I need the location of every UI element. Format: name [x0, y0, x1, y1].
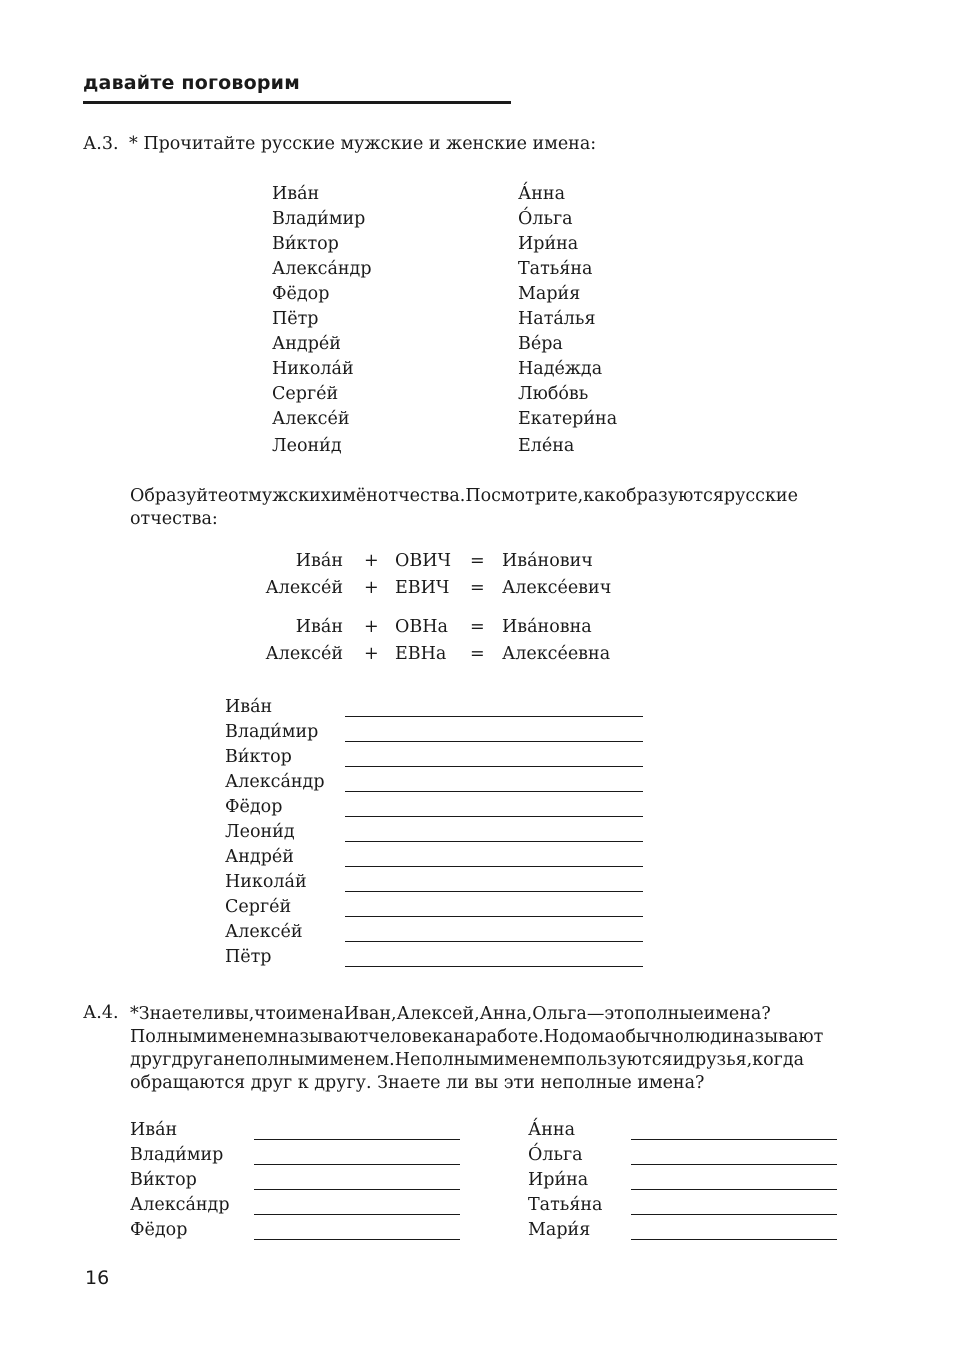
full-name: Ири́на [528, 1170, 589, 1190]
male-name: Алекса́ндр [272, 259, 372, 279]
full-name: Фёдор [130, 1220, 188, 1240]
full-name: Мари́я [528, 1220, 591, 1240]
formula-equals: = [470, 578, 485, 598]
a3-label: А.3. [83, 134, 119, 154]
female-name: Татья́на [518, 259, 593, 279]
male-name: Фёдор [272, 284, 330, 304]
paragraph-line-2: отчества: [130, 509, 218, 529]
formula-suffix: ЕВИЧ [395, 578, 450, 598]
formula-result: Ива́новна [502, 617, 592, 637]
formula-row [0, 614, 969, 640]
male-name: Влади́мир [272, 209, 366, 229]
answer-blank[interactable] [631, 1214, 837, 1215]
female-name: Наде́жда [518, 359, 603, 379]
answer-blank[interactable] [631, 1189, 837, 1190]
section-header: давайте поговорим [83, 72, 300, 94]
full-name: Ива́н [130, 1120, 178, 1140]
answer-blank[interactable] [254, 1164, 460, 1165]
male-name: Леони́д [272, 436, 342, 456]
a4-line-4: обращаются друг к другу. Знаете ли вы эти неполные имена? [130, 1073, 705, 1093]
formula-base: Алексе́й [265, 578, 343, 598]
full-name: Алекса́ндр [130, 1195, 230, 1215]
answer-blank[interactable] [345, 716, 643, 717]
formula-plus: + [364, 551, 379, 571]
a4-line-1: *Знаетеливы,чтоименаИван,Алексей,Анна,Ольга—этополныеимена? [130, 1004, 771, 1024]
formula-suffix: ЕВНа [395, 644, 447, 664]
exercise-name: Фёдор [225, 797, 283, 817]
page-number: 16 [85, 1267, 110, 1289]
formula-suffix: ОВНа [395, 617, 448, 637]
patronymic-paragraph [130, 485, 891, 531]
formula-equals: = [470, 617, 485, 637]
exercise-name: Влади́мир [225, 722, 319, 742]
formula-suffix: ОВИЧ [395, 551, 451, 571]
exercise-name: Андре́й [225, 847, 294, 867]
exercise-name: Алекса́ндр [225, 772, 325, 792]
male-name: Андре́й [272, 334, 341, 354]
full-name: Татья́на [528, 1195, 603, 1215]
full-name: А́нна [528, 1120, 576, 1140]
female-name: О́льга [518, 209, 573, 229]
male-name: Никола́й [272, 359, 354, 379]
answer-blank[interactable] [345, 816, 643, 817]
female-name: Ири́на [518, 234, 579, 254]
female-name: А́нна [518, 184, 566, 204]
formula-row [0, 575, 969, 601]
male-name: Пётр [272, 309, 319, 329]
female-name: Любо́вь [518, 384, 589, 404]
female-name: Ве́ра [518, 334, 563, 354]
answer-blank[interactable] [631, 1239, 837, 1240]
a3-instruction: * Прочитайте русские мужские и женские имена: [129, 134, 597, 154]
answer-blank[interactable] [345, 841, 643, 842]
formula-equals: = [470, 551, 485, 571]
answer-blank[interactable] [254, 1189, 460, 1190]
answer-blank[interactable] [254, 1139, 460, 1140]
exercise-name: Пётр [225, 947, 272, 967]
exercise-name: Ви́ктор [225, 747, 292, 767]
male-names-list [272, 182, 372, 459]
a4-line-3: другдруганеполнымименем.Неполнымименемпользуютсяидрузья,когда [130, 1050, 805, 1070]
answer-blank[interactable] [254, 1239, 460, 1240]
answer-blank[interactable] [345, 916, 643, 917]
answer-blank[interactable] [345, 791, 643, 792]
full-name: Влади́мир [130, 1145, 224, 1165]
formula-result: Ива́нович [502, 551, 593, 571]
female-name: Ната́лья [518, 309, 596, 329]
formula-result: Алексе́евна [502, 644, 611, 664]
a4-line-2: Полнымименемназываютчеловеканаработе.Нодомаобычнолюдиназывают [130, 1027, 824, 1047]
female-name: Екатери́на [518, 409, 618, 429]
exercise-name: Алексе́й [225, 922, 303, 942]
answer-blank[interactable] [345, 766, 643, 767]
formula-base: Ива́н [295, 551, 343, 571]
full-name: О́льга [528, 1145, 583, 1165]
full-name: Ви́ктор [130, 1170, 197, 1190]
a4-paragraph [130, 1003, 891, 1095]
exercise-name: Никола́й [225, 872, 307, 892]
paragraph-line-1: Образуйтеотмужскихимёнотчества.Посмотрите,какобразуютсярусские [130, 486, 798, 506]
formula-result: Алексе́евич [502, 578, 612, 598]
female-name: Еле́на [518, 436, 575, 456]
answer-blank[interactable] [345, 741, 643, 742]
header-underline [83, 101, 511, 104]
formula-plus: + [364, 578, 379, 598]
male-name: Серге́й [272, 384, 339, 404]
answer-blank[interactable] [345, 941, 643, 942]
answer-blank[interactable] [345, 891, 643, 892]
a4-label: А.4. [83, 1003, 119, 1023]
answer-blank[interactable] [345, 966, 643, 967]
answer-blank[interactable] [345, 866, 643, 867]
answer-blank[interactable] [631, 1164, 837, 1165]
exercise-name: Леони́д [225, 822, 295, 842]
male-name: Алексе́й [272, 409, 350, 429]
formula-equals: = [470, 644, 485, 664]
female-names-list [518, 182, 617, 459]
formula-row [0, 548, 969, 574]
formula-base: Ива́н [295, 617, 343, 637]
formula-plus: + [364, 644, 379, 664]
answer-blank[interactable] [254, 1214, 460, 1215]
female-name: Мари́я [518, 284, 581, 304]
exercise-name: Ива́н [225, 697, 273, 717]
male-name: Ива́н [272, 184, 320, 204]
formula-row [0, 641, 969, 667]
male-name: Ви́ктор [272, 234, 339, 254]
formula-plus: + [364, 617, 379, 637]
answer-blank[interactable] [631, 1139, 837, 1140]
exercise-name: Серге́й [225, 897, 292, 917]
formula-base: Алексе́й [265, 644, 343, 664]
